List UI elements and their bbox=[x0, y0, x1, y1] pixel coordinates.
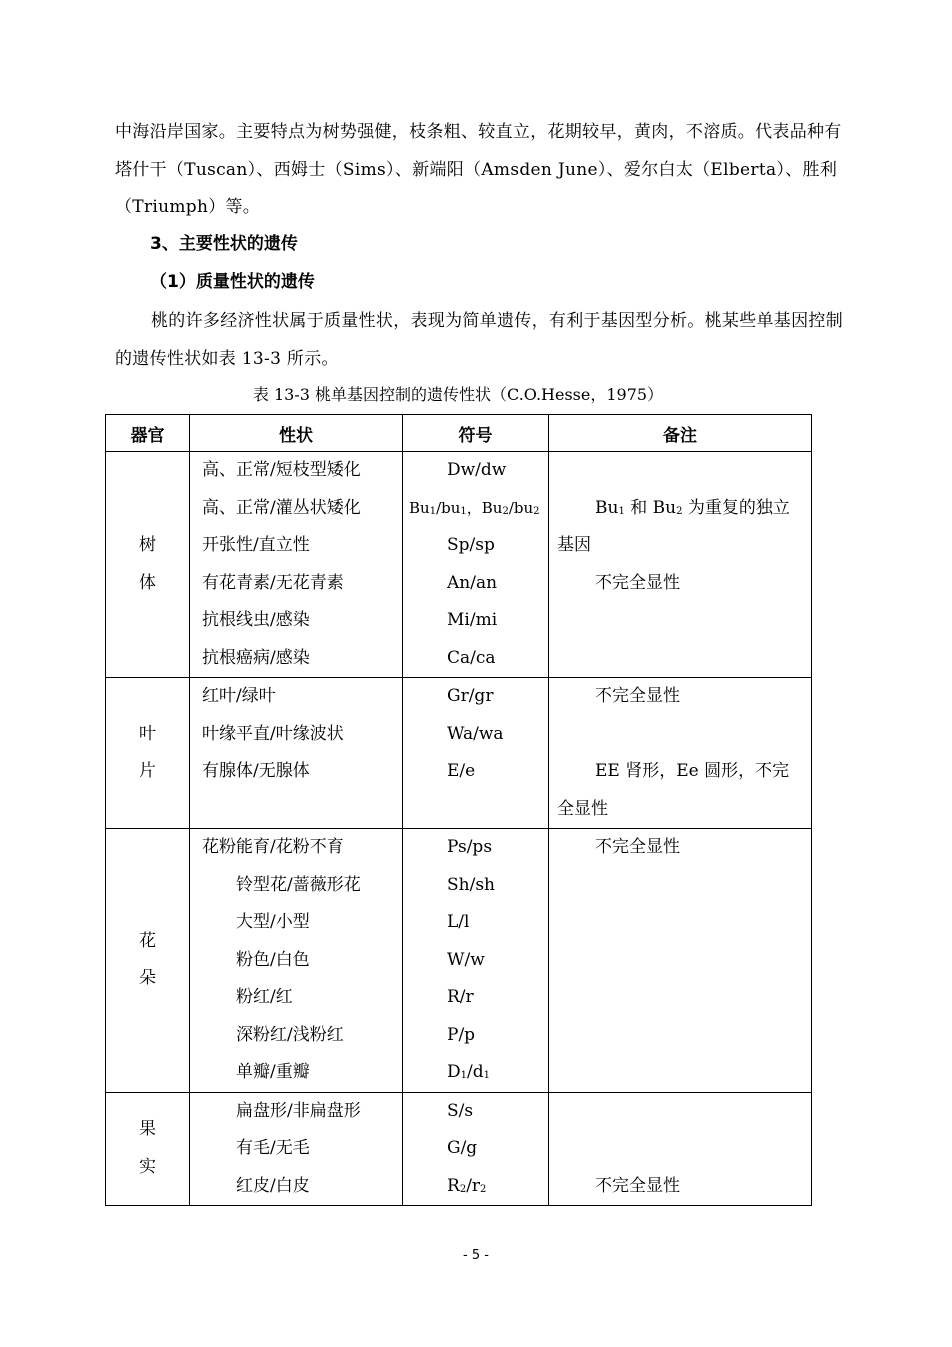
symbol-item: $D_1/d_1$ bbox=[447, 1062, 491, 1082]
page-number: - 5 - bbox=[463, 1248, 489, 1263]
trait-item: 抗根癌病/感染 bbox=[202, 647, 310, 668]
trait-cell bbox=[190, 678, 403, 829]
trait-item bbox=[190, 791, 402, 829]
organ-cell: 树 体 bbox=[106, 452, 190, 678]
symbol-item: L/l bbox=[447, 912, 470, 932]
symbol-item: G/g bbox=[447, 1138, 478, 1158]
trait-cell bbox=[190, 452, 403, 678]
symbol-cell bbox=[403, 452, 549, 678]
note-item: 全显性 bbox=[557, 798, 608, 819]
trait-item: 开张性/直立性 bbox=[202, 535, 310, 555]
trait-item: 高、正常/灌丛状矮化 bbox=[202, 497, 361, 518]
trait-item: 深粉红/浅粉红 bbox=[236, 1024, 344, 1045]
note-item bbox=[549, 867, 811, 905]
note-item: 不完全显性 bbox=[595, 1175, 680, 1196]
symbol-item bbox=[403, 791, 548, 829]
table-row bbox=[106, 1092, 812, 1206]
trait-item: 花粉能育/花粉不育 bbox=[202, 837, 344, 857]
note-item: 基因 bbox=[557, 535, 591, 555]
table-row bbox=[106, 452, 812, 678]
table-header-row bbox=[106, 415, 812, 452]
intro-paragraph: 中海沿岸国家。主要特点为树势强健，枝条粗、较直立，花期较早，黄肉，不溶质。代表品种有塔什干（Tuscan）、西姆士（Sims）、新端阳（Amsden June）、爱尔白太（Elberta）、胜利（Triumph）等。 bbox=[115, 122, 842, 217]
note-item bbox=[549, 904, 811, 942]
trait-item: 有腺体/无腺体 bbox=[202, 761, 310, 781]
note-item bbox=[549, 452, 811, 490]
organ-cell: 叶 片 bbox=[106, 678, 190, 829]
symbol-item: P/p bbox=[447, 1024, 476, 1045]
symbol-item: Ps/ps bbox=[447, 837, 493, 857]
symbol-item: R/r bbox=[447, 987, 474, 1007]
note-cell bbox=[549, 1092, 812, 1206]
symbol-item: Ca/ca bbox=[447, 647, 496, 668]
trait-cell bbox=[190, 1092, 403, 1206]
body-paragraph: 桃的许多经济性状属于质量性状，表现为简单遗传，有利于基因型分析。桃某些单基因控制的遗传性状如表 13-3 所示。 bbox=[115, 311, 843, 369]
note-item: 不完全显性 bbox=[595, 686, 680, 706]
header-symbol: 符号 bbox=[403, 415, 549, 452]
note-item bbox=[549, 942, 811, 980]
subsection-heading: （1）质量性状的遗传 bbox=[150, 272, 315, 292]
trait-item: 有花青素/无花青素 bbox=[202, 572, 344, 593]
trait-item: 粉色/白色 bbox=[236, 949, 310, 970]
note-cell bbox=[549, 829, 812, 1093]
trait-item: 扁盘形/非扁盘形 bbox=[236, 1100, 361, 1121]
note-item: $Bu_1$ 和 $Bu_2$ 为重复的独立 bbox=[595, 497, 790, 518]
note-item bbox=[549, 602, 811, 640]
symbol-item: E/e bbox=[447, 761, 476, 781]
table-row bbox=[106, 678, 812, 829]
trait-item: 红皮/白皮 bbox=[236, 1175, 310, 1196]
note-item bbox=[549, 1093, 811, 1131]
header-trait: 性状 bbox=[190, 415, 403, 452]
trait-item: 叶缘平直/叶缘波状 bbox=[202, 723, 344, 744]
symbol-item: Wa/wa bbox=[447, 723, 504, 744]
trait-item: 铃型花/蔷薇形花 bbox=[236, 874, 361, 895]
organ-cell: 花 朵 bbox=[106, 829, 190, 1093]
trait-item: 抗根线虫/感染 bbox=[202, 610, 310, 630]
symbol-item: W/w bbox=[447, 949, 485, 970]
trait-item: 大型/小型 bbox=[236, 912, 310, 932]
header-note: 备注 bbox=[549, 415, 812, 452]
trait-item: 红叶/绿叶 bbox=[202, 686, 276, 706]
symbol-item: Mi/mi bbox=[447, 610, 498, 630]
note-cell bbox=[549, 452, 812, 678]
symbol-cell bbox=[403, 829, 549, 1093]
symbol-item: $R_2/r_2$ bbox=[447, 1175, 487, 1196]
note-item bbox=[549, 640, 811, 678]
trait-cell bbox=[190, 829, 403, 1093]
table-caption: 表 13-3 桃单基因控制的遗传性状（C.O.Hesse，1975） bbox=[252, 385, 664, 404]
trait-item: 单瓣/重瓣 bbox=[236, 1062, 310, 1082]
trait-item: 有毛/无毛 bbox=[236, 1138, 310, 1158]
note-item: 不完全显性 bbox=[595, 572, 680, 593]
symbol-item: Dw/dw bbox=[447, 460, 507, 480]
symbol-item: Sh/sh bbox=[447, 874, 495, 895]
genetic-traits-table bbox=[105, 414, 812, 1206]
symbol-item: Sp/sp bbox=[447, 535, 495, 555]
note-item: 不完全显性 bbox=[595, 837, 680, 857]
trait-item: 高、正常/短枝型矮化 bbox=[202, 460, 361, 480]
section-heading: 3、主要性状的遗传 bbox=[150, 234, 298, 254]
symbol-cell bbox=[403, 678, 549, 829]
symbol-item: S/s bbox=[447, 1100, 474, 1121]
trait-item: 粉红/红 bbox=[236, 987, 293, 1007]
note-item bbox=[549, 1017, 811, 1055]
note-item bbox=[549, 1054, 811, 1092]
note-item bbox=[549, 1130, 811, 1168]
note-cell bbox=[549, 678, 812, 829]
symbol-cell bbox=[403, 1092, 549, 1206]
table-row bbox=[106, 829, 812, 1093]
header-organ: 器官 bbox=[106, 415, 190, 452]
symbol-item: $Bu_1/bu_1$，$Bu_2/bu_2$ bbox=[409, 498, 540, 517]
symbol-item: Gr/gr bbox=[447, 686, 494, 706]
organ-cell: 果 实 bbox=[106, 1092, 190, 1206]
note-item: EE 肾形，Ee 圆形，不完 bbox=[595, 761, 790, 781]
note-item bbox=[549, 716, 811, 754]
symbol-item: An/an bbox=[447, 572, 498, 593]
note-item bbox=[549, 979, 811, 1017]
